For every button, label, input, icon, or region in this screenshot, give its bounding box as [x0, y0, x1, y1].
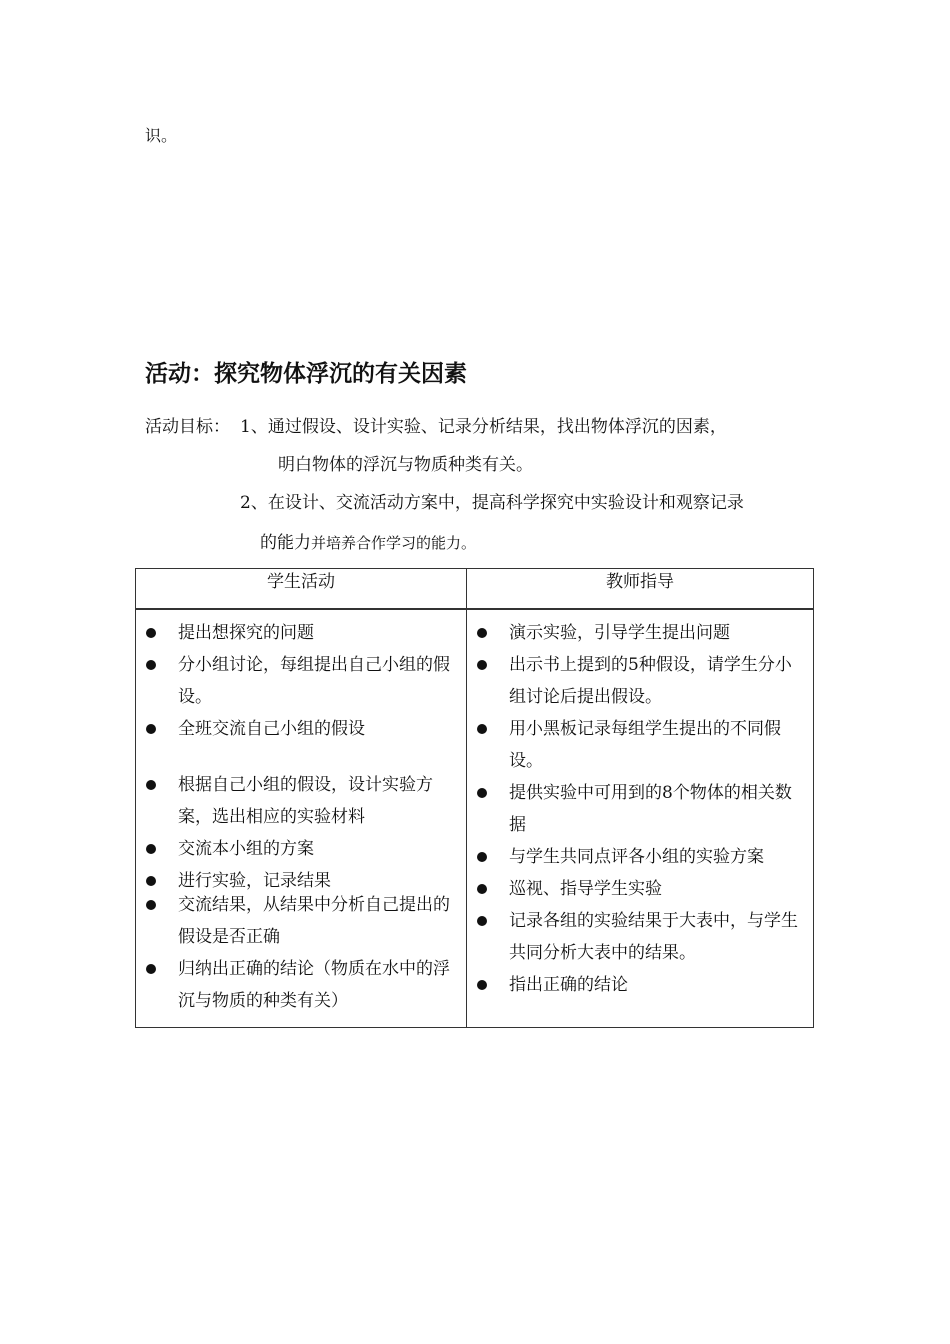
list-item	[475, 617, 807, 649]
text-fragment: 识。	[145, 126, 178, 145]
bullet-icon	[146, 660, 156, 670]
list-item	[144, 889, 460, 953]
list-item-text: 提出想探究的问题	[178, 623, 314, 643]
list-item-text: 归纳出正确的结论（物质在水中的浮沉与物质的种类有关）	[178, 959, 450, 1011]
list-item-text: 出示书上提到的5种假设，请学生分小组讨论后提出假设。	[509, 655, 792, 707]
column-divider	[466, 569, 467, 1027]
list-item-text: 分小组讨论，每组提出自己小组的假设。	[178, 655, 450, 707]
bullet-icon	[146, 844, 156, 854]
list-item	[475, 841, 807, 873]
goal-1-line-2: 明白物体的浮沉与物质种类有关。	[278, 455, 533, 475]
header-teacher-guidance: 教师指导	[606, 572, 674, 592]
bullet-icon	[477, 628, 487, 638]
bullet-icon	[146, 628, 156, 638]
bullet-icon	[477, 788, 487, 798]
bullet-icon	[146, 900, 156, 910]
header-student-activities: 学生活动	[267, 572, 335, 592]
student-activities-list	[144, 617, 460, 1017]
bullet-icon	[477, 916, 487, 926]
bullet-icon	[477, 660, 487, 670]
goal-2-line-1: 2、在设计、交流活动方案中，提高科学探究中实验设计和观察记录	[240, 493, 744, 513]
bullet-icon	[146, 876, 156, 886]
list-item-text: 用小黑板记录每组学生提出的不同假设。	[509, 719, 781, 771]
goal-2-line-2b: 并培养合作学习的能力。	[311, 534, 477, 552]
list-item	[475, 649, 807, 713]
list-item-text: 进行实验，记录结果	[178, 871, 331, 891]
goal-1-line-1: 1、通过假设、设计实验、记录分析结果，找出物体浮沉的因素，	[240, 417, 727, 437]
list-item-text: 巡视、指导学生实验	[509, 879, 662, 899]
bullet-icon	[477, 724, 487, 734]
goals-label: 活动目标：	[145, 417, 230, 437]
list-item-text: 全班交流自己小组的假设	[178, 719, 365, 739]
list-item-text: 提供实验中可用到的8个物体的相关数据	[509, 783, 792, 835]
header-divider	[136, 608, 813, 610]
list-item-text: 交流结果，从结果中分析自己提出的假设是否正确	[178, 895, 450, 947]
activity-table	[135, 568, 814, 1028]
list-item	[144, 769, 460, 833]
goal-2-line-2	[260, 530, 476, 556]
bullet-icon	[146, 780, 156, 790]
bullet-icon	[477, 884, 487, 894]
goal-2-line-2a: 的能力	[260, 533, 311, 553]
list-item	[475, 873, 807, 905]
list-item	[475, 905, 807, 969]
list-item-text: 交流本小组的方案	[178, 839, 314, 859]
activity-heading: 活动：探究物体浮沉的有关因素	[145, 361, 467, 387]
bullet-icon	[477, 852, 487, 862]
bullet-icon	[477, 980, 487, 990]
list-item	[144, 953, 460, 1017]
list-item	[144, 833, 460, 865]
list-item	[144, 713, 460, 745]
list-item-text: 演示实验，引导学生提出问题	[509, 623, 730, 643]
bullet-icon	[146, 724, 156, 734]
list-item	[475, 969, 807, 1001]
list-item	[475, 777, 807, 841]
teacher-guidance-list	[475, 617, 807, 1001]
list-item-text: 根据自己小组的假设，设计实验方案，选出相应的实验材料	[178, 775, 433, 827]
list-item-text: 记录各组的实验结果于大表中，与学生共同分析大表中的结果。	[509, 911, 798, 963]
list-item-text: 指出正确的结论	[509, 975, 628, 995]
list-item	[144, 649, 460, 713]
list-item-text: 与学生共同点评各小组的实验方案	[509, 847, 764, 867]
list-item	[144, 617, 460, 649]
list-item	[475, 713, 807, 777]
bullet-icon	[146, 964, 156, 974]
